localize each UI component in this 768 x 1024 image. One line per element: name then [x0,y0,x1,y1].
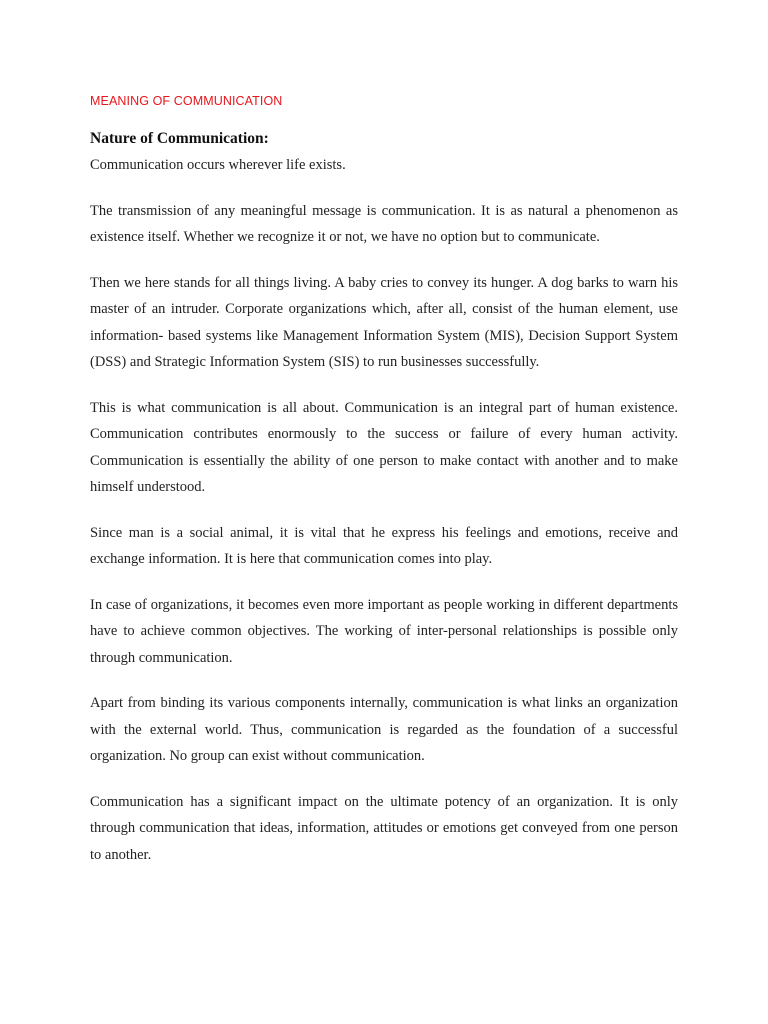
intro-line: Communication occurs wherever life exists. [90,157,346,173]
paragraph-6: Apart from binding its various components internally, communication is what links an organization with the external world. Thus, communication is regarded as the foundation of a successful organization. No group can exist without communication. [90,695,678,764]
paragraph-7: Communication has a significant impact on the ultimate potency of an organization. It is only through communication that ideas, information, attitudes or emotions get conveyed from one person to another. [90,793,678,863]
paragraph-1: The transmission of any meaningful message is communication. It is as natural a phenomenon as existence itself. Whether we recognize it or not, we have no option but to communicate. [90,202,678,245]
document-page [90,94,678,887]
paragraph-2: Then we here stands for all things living. A baby cries to convey its hunger. A dog barks to warn his master of an intruder. Corporate organizations which, after all, consist of the human element, use information- based systems like Management Information System (MIS), Decision Support System (DSS) and Strategic Information System (SIS) to run businesses successfully. [90,274,678,370]
paragraph-3: This is what communication is all about. Communication is an integral part of human existence. Communication contributes enormously to the success or failure of every human activity. Communication is essentially the ability of one person to make contact with another and to make himself understood. [90,399,678,495]
paragraph-5: In case of organizations, it becomes even more important as people working in different departments have to achieve common objectives. The working of inter-personal relationships is possible only through communication. [90,596,678,666]
section-subheading: Nature of Communication: [90,130,269,147]
document-title: MEANING OF COMMUNICATION [90,94,283,108]
paragraph-4: Since man is a social animal, it is vital that he express his feelings and emotions, receive and exchange information. It is here that communication comes into play. [90,524,678,567]
